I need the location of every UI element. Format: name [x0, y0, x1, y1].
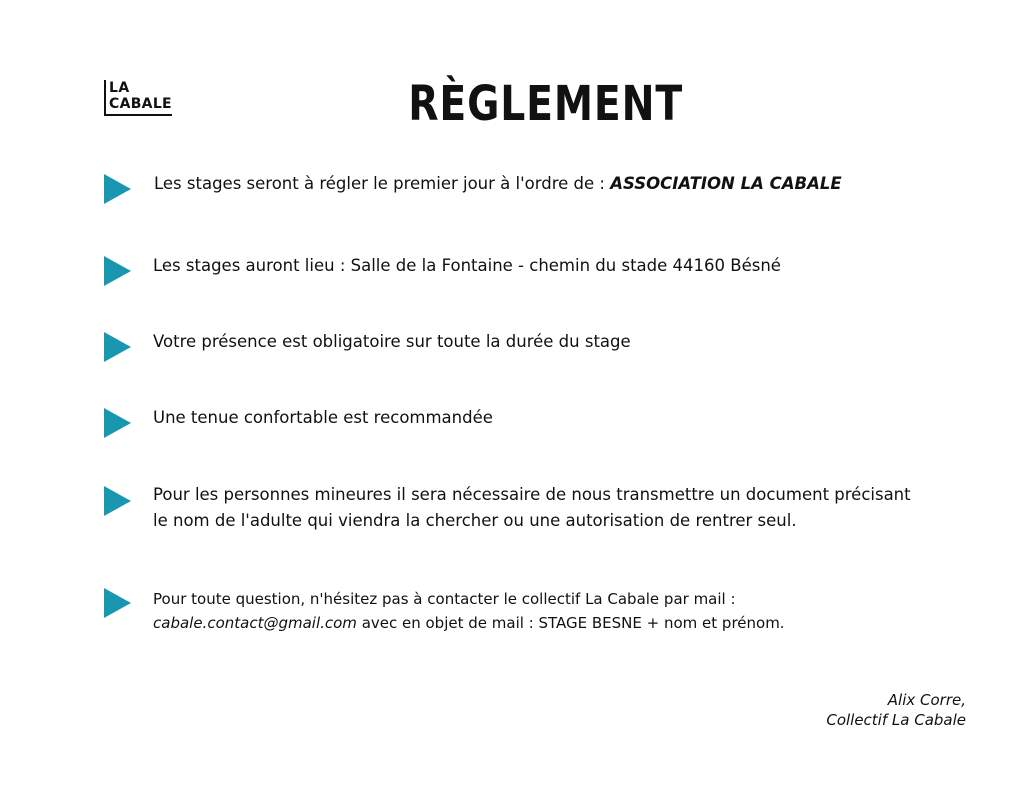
logo-line-2: CABALE — [109, 96, 172, 112]
rule-minors — [153, 482, 911, 534]
rule-location: Les stages auront lieu : Salle de la Fontaine - chemin du stade 44160 Bésné — [153, 256, 781, 275]
rule-contact-line-2 — [153, 611, 785, 635]
rule-attendance: Votre présence est obligatoire sur toute la durée du stage — [153, 332, 631, 351]
page-title: RÈGLEMENT — [408, 76, 683, 132]
play-triangle-icon — [104, 332, 131, 362]
signature — [826, 690, 966, 730]
play-triangle-icon — [104, 174, 131, 204]
play-triangle-icon — [104, 256, 131, 286]
logo-line-1: LA — [109, 80, 130, 96]
play-triangle-icon — [104, 486, 131, 516]
rule-payment-text: Les stages seront à régler le premier jour à l'ordre de : — [154, 174, 611, 193]
play-triangle-icon — [104, 408, 131, 438]
rule-payment — [154, 171, 842, 197]
rule-contact — [153, 587, 785, 635]
rule-contact-line-1: Pour toute question, n'hésitez pas à contacter le collectif La Cabale par mail : — [153, 590, 736, 608]
rule-contact-subject: avec en objet de mail : STAGE BESNE + nom et prénom. — [356, 614, 785, 632]
rule-clothing: Une tenue confortable est recommandée — [153, 408, 493, 427]
la-cabale-logo — [104, 80, 174, 118]
rule-minors-line-2: le nom de l'adulte qui viendra la chercher ou une autorisation de rentrer seul. — [153, 511, 797, 530]
rule-minors-line-1: Pour les personnes mineures il sera nécessaire de nous transmettre un document précisant — [153, 485, 911, 504]
rule-payment-payee: ASSOCIATION LA CABALE — [610, 174, 842, 193]
signature-org: Collectif La Cabale — [826, 711, 966, 729]
signature-name: Alix Corre, — [887, 691, 966, 709]
play-triangle-icon — [104, 588, 131, 618]
contact-email-link[interactable]: cabale.contact@gmail.com — [153, 614, 357, 632]
